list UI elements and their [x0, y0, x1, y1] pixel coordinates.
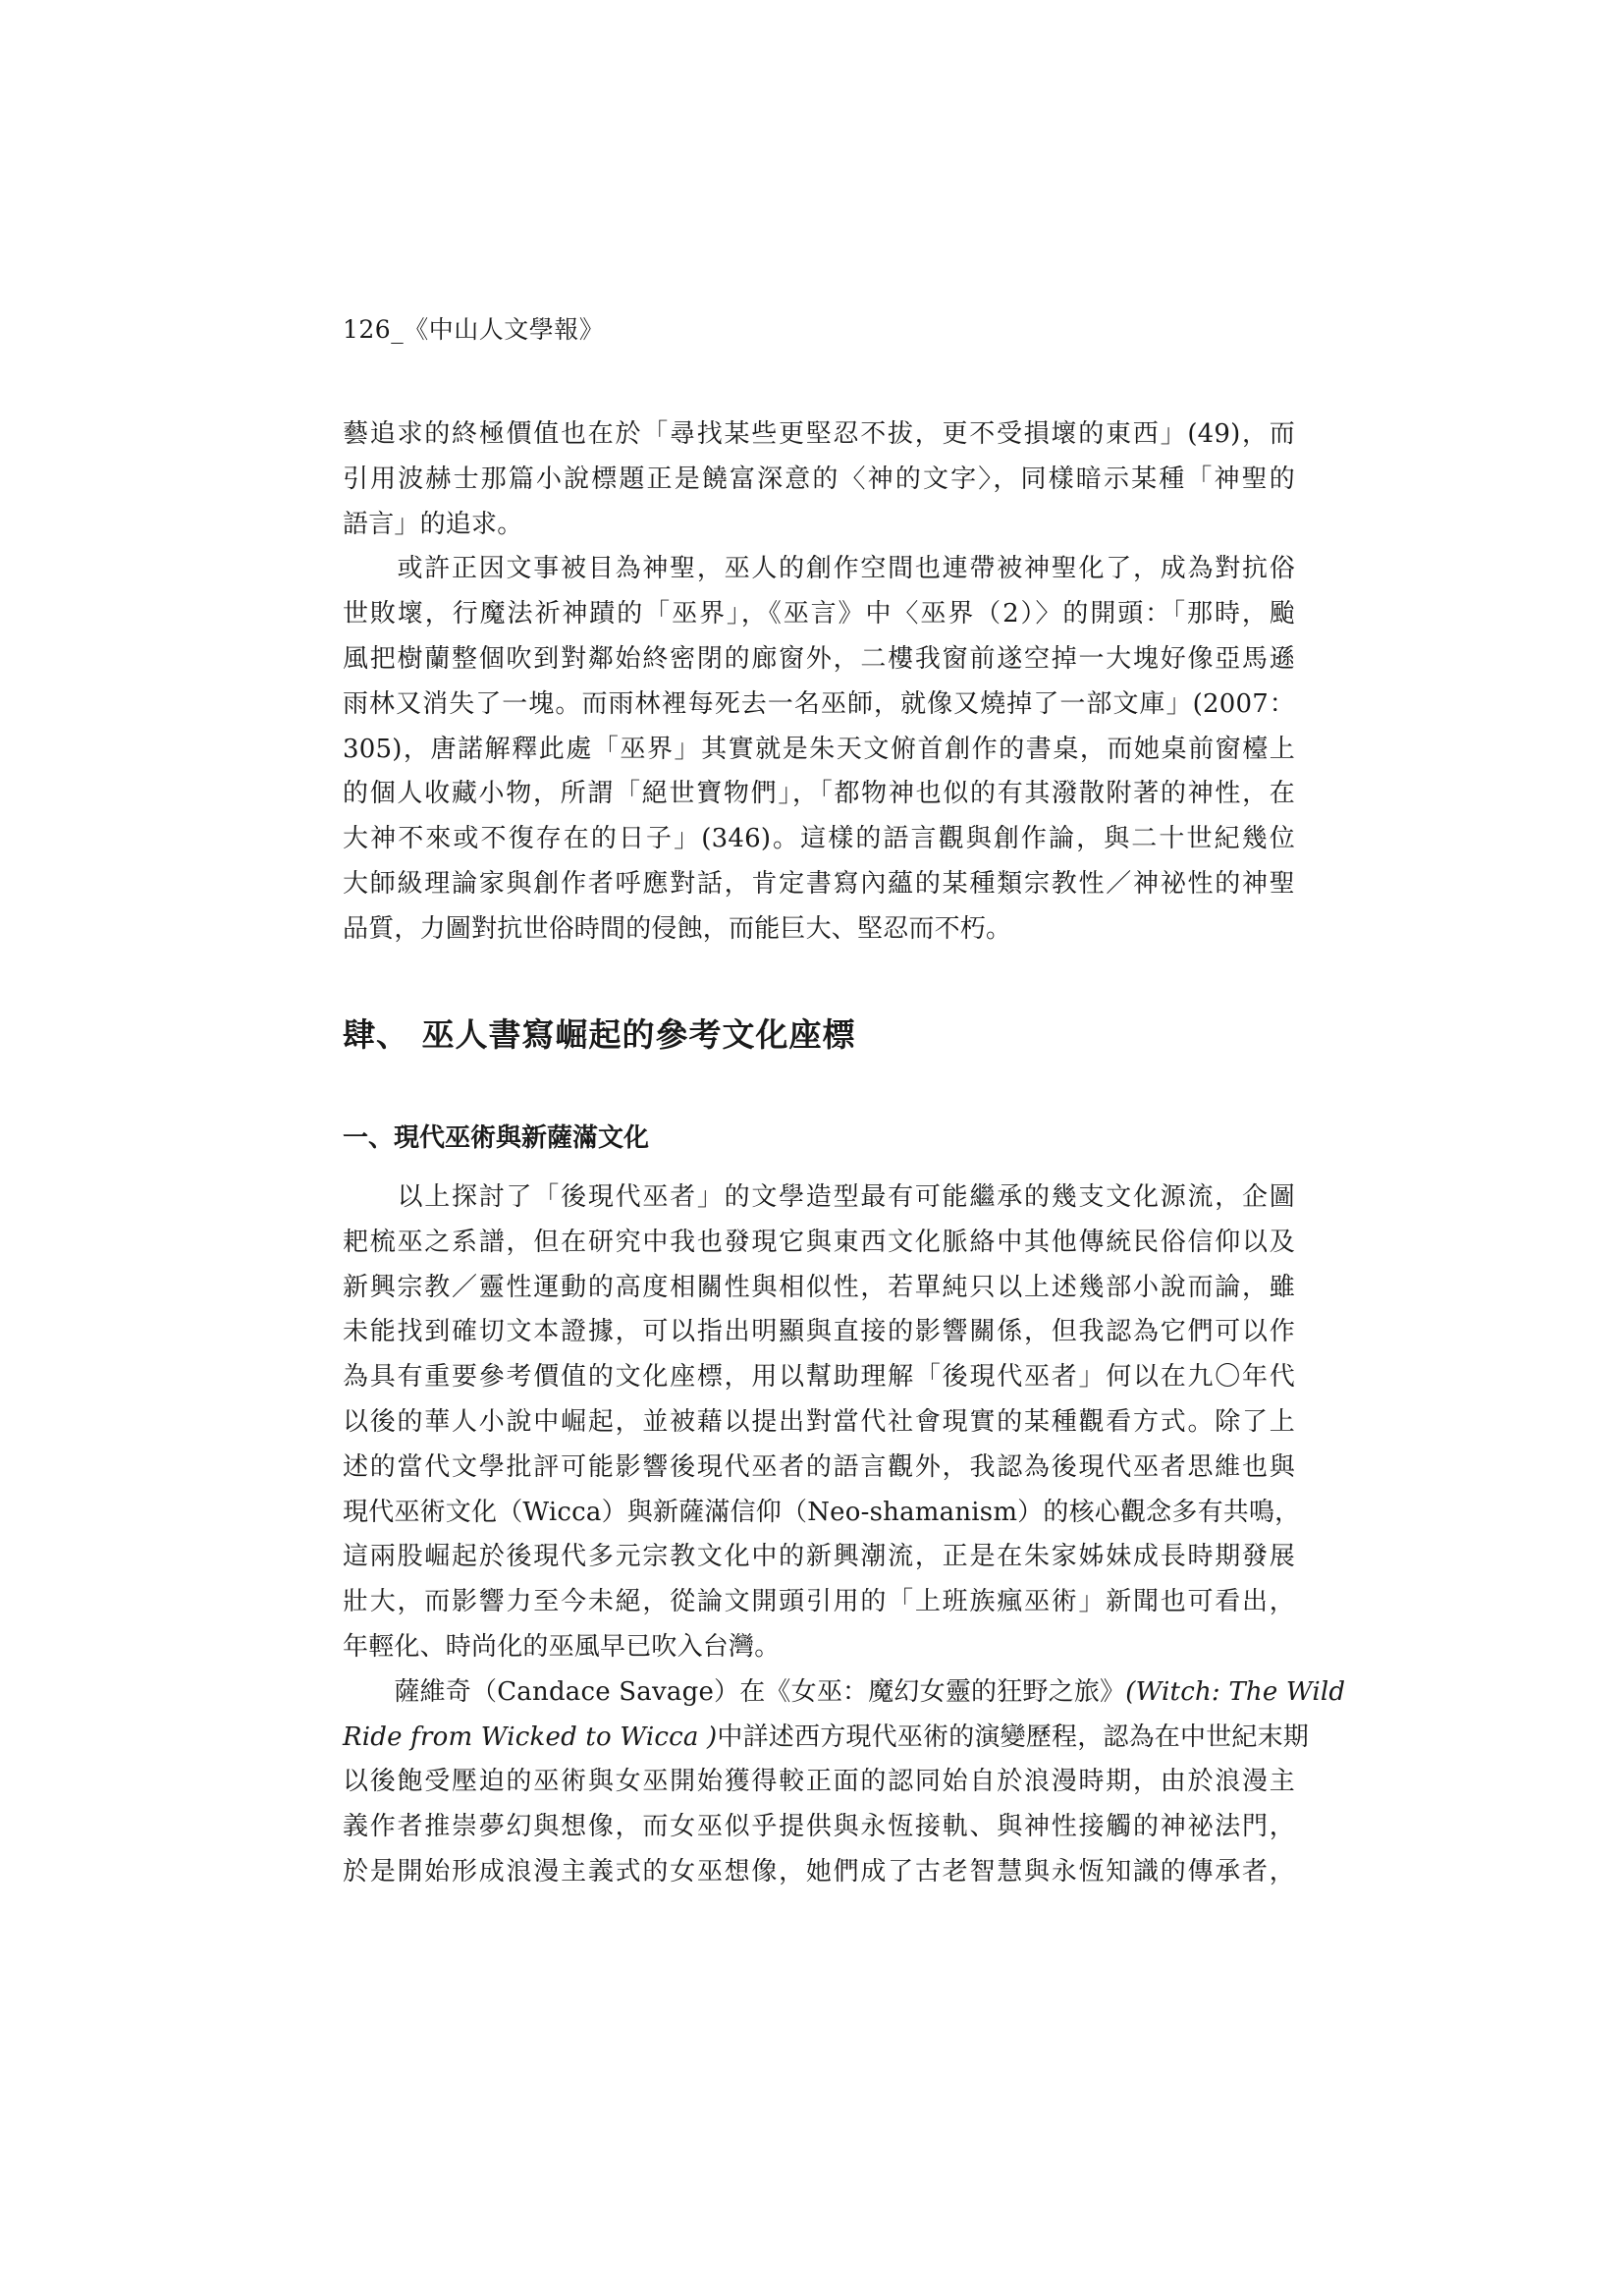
- text-line: 品質，力圖對抗世俗時間的侵蝕，而能巨大、堅忍而不朽。: [343, 913, 1012, 944]
- text-line: 雨林又消失了一塊。而雨林裡每死去一名巫師，就像又燒掉了一部文庫」(2007：: [343, 688, 1295, 719]
- text-line: 述的當代文學批評可能影響後現代巫者的語言觀外，我認為後現代巫者思維也與: [343, 1451, 1295, 1482]
- text-line: 引用波赫士那篇小說標題正是饒富深意的〈神的文字〉，同樣暗示某種「神聖的: [343, 464, 1295, 494]
- text-line: 的個人收藏小物，所謂「絕世寶物們」，「都物神也似的有其潑散附著的神性，在: [343, 779, 1295, 809]
- text-line: 世敗壞，行魔法祈神蹟的「巫界」，《巫言》中〈巫界（2）〉的開頭：「那時，颱: [343, 599, 1295, 629]
- text-line: 以後的華人小說中崛起，並被藉以提出對當代社會現實的某種觀看方式。除了上: [343, 1406, 1295, 1437]
- text-line: 語言」的追求。: [343, 509, 523, 539]
- text-line: 大神不來或不復存在的日子」(346)。這樣的語言觀與創作論，與二十世紀幾位: [343, 824, 1295, 854]
- text-line: 以上探討了「後現代巫者」的文學造型最有可能繼承的幾支文化源流，企圖: [343, 1182, 1295, 1212]
- text-line: 義作者推崇夢幻與想像，而女巫似乎提供與永恆接軌、與神性接觸的神祕法門，: [343, 1812, 1295, 1842]
- subsection-heading: 一、現代巫術與新薩滿文化: [343, 1123, 650, 1153]
- text-line: 現代巫術文化（Wicca）與新薩滿信仰（Neo-shamanism）的核心觀念多有共鳴，: [343, 1497, 1301, 1527]
- book-title-italic: Ride from Wicked to Wicca ): [343, 1722, 718, 1752]
- text-line: 新興宗教／靈性運動的高度相關性與相似性，若單純只以上述幾部小說而論，雖: [343, 1272, 1295, 1302]
- text-line: 以後飽受壓迫的巫術與女巫開始獲得較正面的認同始自於浪漫時期，由於浪漫主: [343, 1767, 1295, 1797]
- text-line: 未能找到確切文本證據，可以指出明顯與直接的影響關係，但我認為它們可以作: [343, 1317, 1295, 1347]
- text-line: 為具有重要參考價值的文化座標，用以幫助理解「後現代巫者」何以在九〇年代: [343, 1362, 1295, 1393]
- section-heading: 肆、 巫人書寫崛起的參考文化座標: [343, 1015, 856, 1054]
- text-line: 壯大，而影響力至今未絕，從論文開頭引用的「上班族瘋巫術」新聞也可看出，: [343, 1587, 1295, 1617]
- text-line: 風把樹蘭整個吹到對鄰始終密閉的廊窗外，二樓我窗前遂空掉一大塊好像亞馬遜: [343, 643, 1295, 674]
- text-line: 於是開始形成浪漫主義式的女巫想像，她們成了古老智慧與永恆知識的傳承者，: [343, 1856, 1295, 1886]
- text-line: 大師級理論家與創作者呼應對話，肯定書寫內蘊的某種類宗教性／神祕性的神聖: [343, 868, 1295, 899]
- text-line: [343, 1670, 1346, 1716]
- text-line: 這兩股崛起於後現代多元宗教文化中的新興潮流，正是在朱家姊妹成長時期發展: [343, 1542, 1295, 1572]
- running-header: 126_《中山人文學報》: [343, 315, 605, 344]
- text-line: 年輕化、時尚化的巫風早已吹入台灣。: [343, 1631, 781, 1662]
- text-line: [343, 1716, 1309, 1761]
- text-line: 或許正因文事被目為神聖，巫人的創作空間也連帶被神聖化了，成為對抗俗: [343, 554, 1295, 584]
- text-line: 305)，唐諾解釋此處「巫界」其實就是朱天文俯首創作的書桌，而她桌前窗檯上: [343, 734, 1295, 764]
- book-title-italic: (Witch: The Wild: [1125, 1676, 1346, 1707]
- text-run: 薩維奇（Candace Savage）在《女巫：魔幻女靈的狂野之旅》: [343, 1676, 1126, 1707]
- text-line: 耙梳巫之系譜，但在研究中我也發現它與東西文化脈絡中其他傳統民俗信仰以及: [343, 1227, 1295, 1257]
- text-line: 藝追求的終極價值也在於「尋找某些更堅忍不拔，更不受損壞的東西」(49)，而: [343, 419, 1295, 449]
- paragraph-block-2: [343, 1175, 1346, 1895]
- text-run: 中詳述西方現代巫術的演變歷程，認為在中世紀末期: [717, 1722, 1309, 1752]
- paragraph-block-1: [343, 412, 1295, 953]
